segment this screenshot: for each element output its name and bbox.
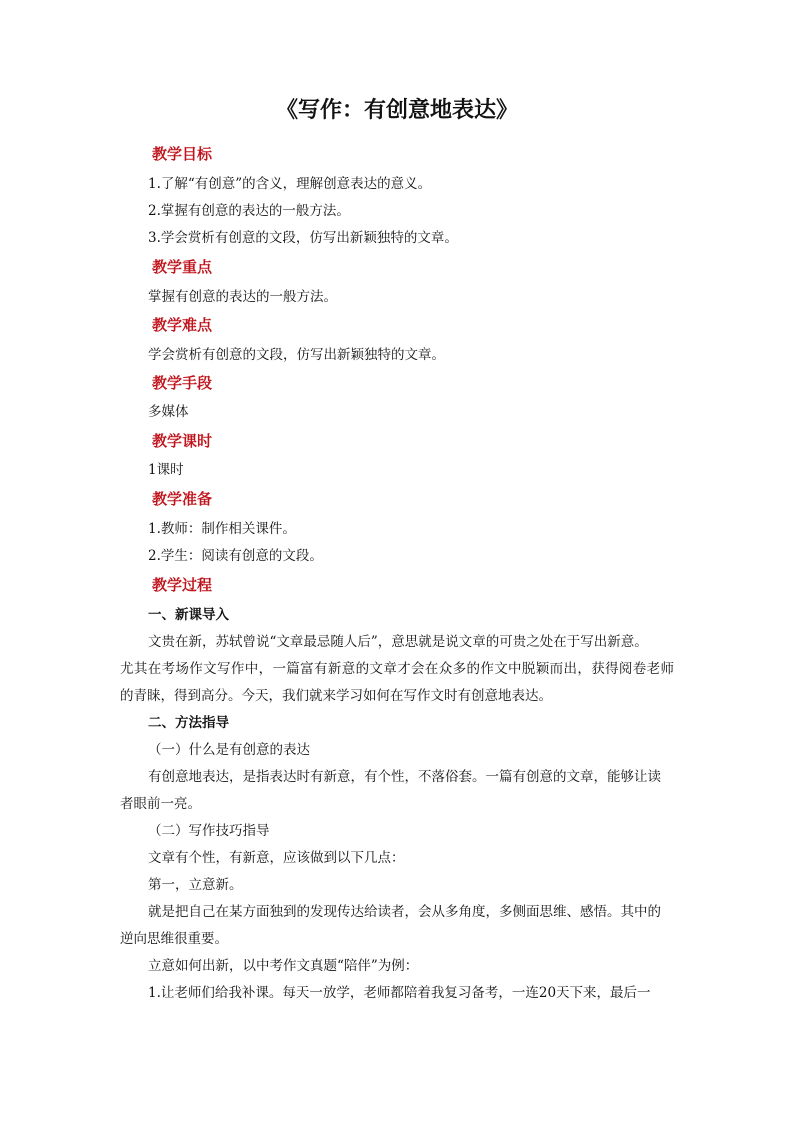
subheading-intro: 一、新课导入 <box>148 607 229 623</box>
means-text: 多媒体 <box>148 404 189 420</box>
paragraph-line: 有创意地表达，是指表达时有新意，有个性，不落俗套。一篇有创意的文章，能够让读 <box>148 769 661 785</box>
goal-item: 3.学会赏析有创意的文段，仿写出新颖独特的文章。 <box>148 230 458 246</box>
page-title: 《写作：有创意地表达》 <box>275 98 518 123</box>
prep-item: 2.学生：阅读有创意的文段。 <box>148 548 323 564</box>
subheading-method: 二、方法指导 <box>148 715 229 731</box>
section-heading-goals: 教学目标 <box>152 145 213 163</box>
difficulty-text: 学会赏析有创意的文段，仿写出新颖独特的文章。 <box>148 347 445 363</box>
subsection-heading: （二）写作技巧指导 <box>148 823 270 839</box>
goal-item: 2.掌握有创意的表达的一般方法。 <box>148 203 350 219</box>
section-heading-key: 教学重点 <box>152 258 213 276</box>
paragraph-line: 文章有个性，有新意，应该做到以下几点： <box>148 850 405 866</box>
section-heading-prep: 教学准备 <box>152 490 213 508</box>
paragraph-line: 的青睐，得到高分。今天，我们就来学习如何在写作文时有创意地表达。 <box>120 688 552 704</box>
section-heading-difficulty: 教学难点 <box>152 316 213 334</box>
paragraph-line: 者眼前一亮。 <box>120 796 201 812</box>
paragraph-line: 第一，立意新。 <box>148 877 243 893</box>
section-heading-process: 教学过程 <box>152 576 213 594</box>
key-text: 掌握有创意的表达的一般方法。 <box>148 289 337 305</box>
prep-item: 1.教师：制作相关课件。 <box>148 521 296 537</box>
paragraph-line: 就是把自己在某方面独到的发现传达给读者，会从多角度，多侧面思维、感悟。其中的 <box>148 904 661 920</box>
goal-item: 1.了解“有创意”的含义，理解创意表达的意义。 <box>148 176 432 192</box>
paragraph-line: 1.让老师们给我补课。每天一放学，老师都陪着我复习备考，一连20天下来，最后一 <box>148 985 651 1001</box>
paragraph-line: 立意如何出新，以中考作文真题“陪伴”为例： <box>148 958 419 974</box>
section-heading-hours: 教学课时 <box>152 432 213 450</box>
hours-text: 1课时 <box>148 462 184 478</box>
paragraph-line: 文贵在新，苏轼曾说“文章最忌随人后”，意思就是说文章的可贵之处在于写出新意。 <box>148 634 648 650</box>
paragraph-line: 逆向思维很重要。 <box>120 931 228 947</box>
section-heading-means: 教学手段 <box>152 374 213 392</box>
subsection-heading: （一）什么是有创意的表达 <box>148 742 310 758</box>
paragraph-line: 尤其在考场作文写作中，一篇富有新意的文章才会在众多的作文中脱颖而出，获得阅卷老师 <box>120 661 674 677</box>
